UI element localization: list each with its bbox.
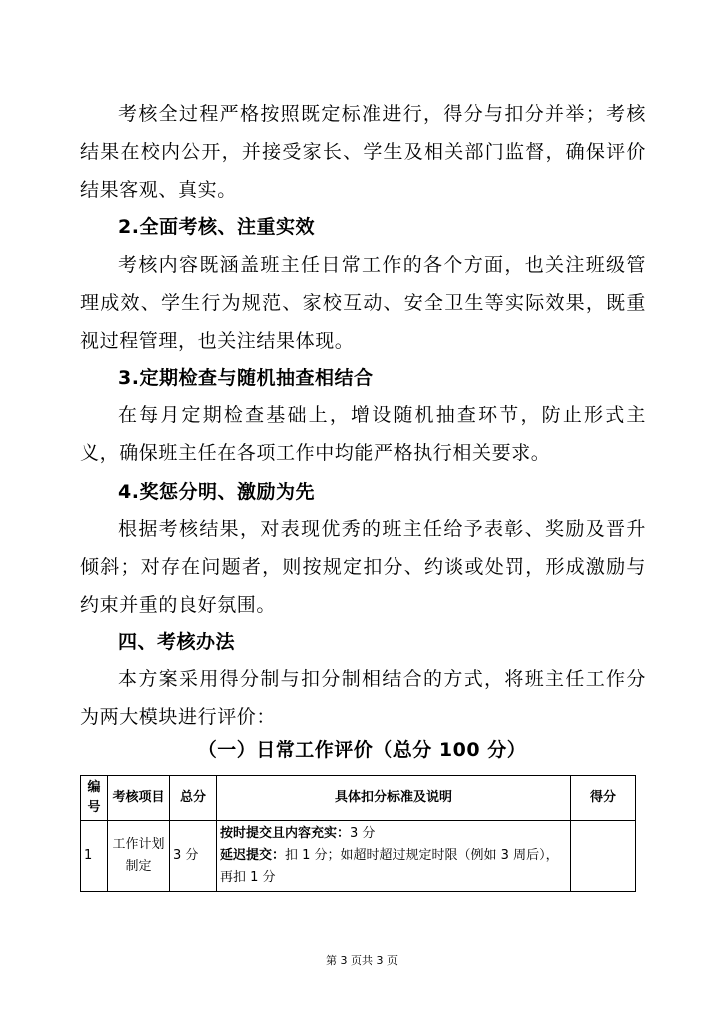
header-total: 总分 (170, 776, 217, 821)
paragraph-rewards-penalties: 根据考核结果，对表现优秀的班主任给予表彰、奖励及晋升倾斜；对存在问题者，则按规定扣分、约谈或处罚，形成激励与约束并重的良好氛围。 (80, 518, 646, 616)
table-header-row (81, 776, 636, 821)
standard-line-1 (220, 823, 567, 845)
cell-standard (217, 821, 571, 892)
heading-regular-random-check: 3.定期检查与随机抽查相结合 (118, 367, 374, 389)
header-score: 得分 (571, 776, 636, 821)
header-standard: 具体扣分标准及说明 (217, 776, 571, 821)
table-row (81, 821, 636, 892)
header-number: 编号 (81, 776, 108, 821)
cell-total: 3 分 (170, 821, 217, 892)
cell-score (571, 821, 636, 892)
standard-1-title: 按时提交且内容充实： (220, 826, 351, 841)
scoring-table (80, 775, 636, 892)
standard-1-text: 3 分 (350, 826, 376, 841)
paragraph-random-check: 在每月定期检查基础上，增设随机抽查环节，防止形式主义，确保班主任在各项工作中均能严格执行相关要求。 (80, 404, 646, 464)
page-footer: 第 3 页共 3 页 (326, 954, 398, 967)
cell-item: 工作计划制定 (108, 821, 170, 892)
standard-line-2 (220, 845, 567, 889)
paragraph-assessment-content: 考核内容既涵盖班主任日常工作的各个方面，也关注班级管理成效、学生行为规范、家校互动、安全卫生等实际效果，既重视过程管理，也关注结果体现。 (80, 254, 646, 352)
standard-2-title: 延迟提交： (220, 848, 286, 863)
paragraph-evaluation-process: 考核全过程严格按照既定标准进行，得分与扣分并举；考核结果在校内公开，并接受家长、学生及相关部门监督，确保评价结果客观、真实。 (80, 103, 646, 201)
cell-number: 1 (81, 821, 108, 892)
paragraph-assessment-method: 本方案采用得分制与扣分制相结合的方式，将班主任工作分为两大模块进行评价： (80, 668, 646, 728)
header-item: 考核项目 (108, 776, 170, 821)
standard-2-text: 扣 1 分；如超时超过规定时限（例如 3 周后），再扣 1 分 (220, 848, 559, 885)
heading-rewards-penalties: 4.奖惩分明、激励为先 (118, 481, 315, 503)
table-title: （一）日常工作评价（总分 100 分） (197, 739, 527, 761)
heading-comprehensive-assessment: 2.全面考核、注重实效 (118, 216, 315, 238)
heading-assessment-method: 四、考核办法 (118, 631, 236, 653)
